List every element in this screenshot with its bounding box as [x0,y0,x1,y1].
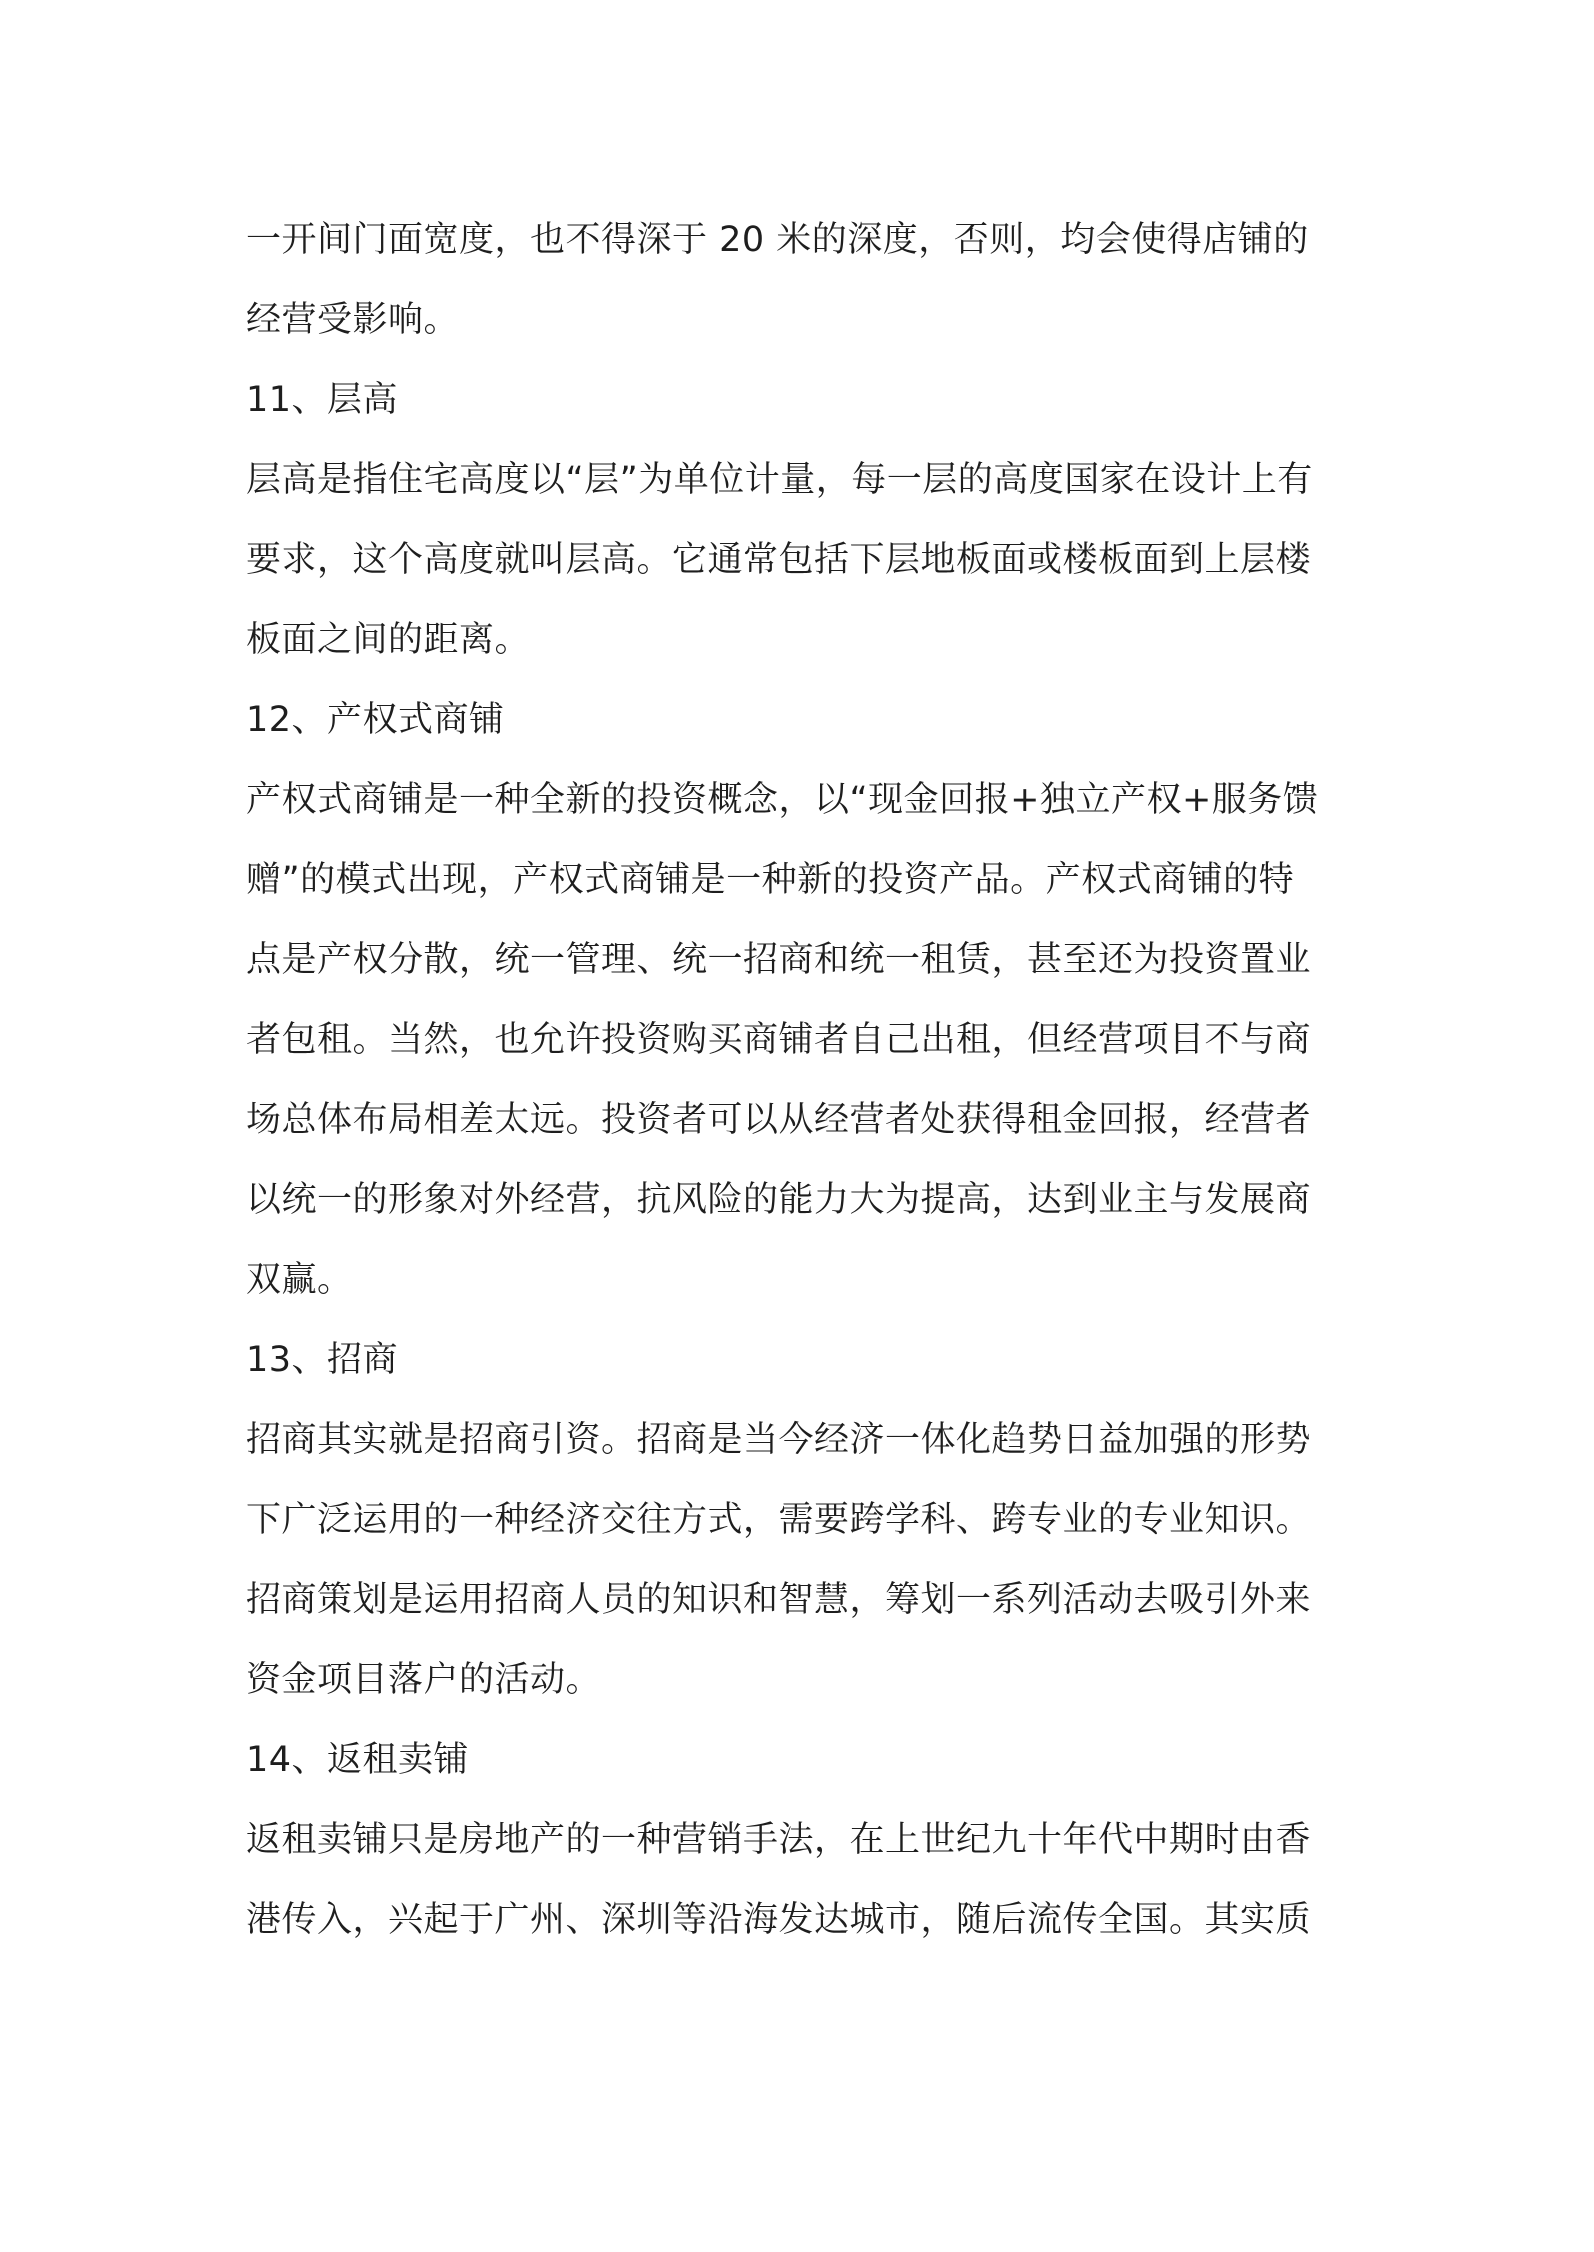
text-line: 以统一的形象对外经营，抗风险的能力大为提高，达到业主与发展商 [246,1180,1312,1220]
text-line: 产权式商铺是一种全新的投资概念，以“现金回报+独立产权+服务馈 [246,780,1319,820]
section-heading-11: 11、层高 [246,380,399,420]
text-line: 经营受影响。 [246,300,460,340]
document-page [246,200,1356,1960]
text-line: 资金项目落户的活动。 [246,1660,602,1700]
text-line: 层高是指住宅高度以“层”为单位计量，每一层的高度国家在设计上有 [246,460,1313,500]
paragraph-investment-attraction [246,1400,1356,1720]
text-line: 返租卖铺只是房地产的一种营销手法，在上世纪九十年代中期时由香 [246,1820,1312,1860]
paragraph-storefront-depth [246,200,1356,360]
paragraph-leaseback-sales [246,1800,1356,1960]
section-heading-13: 13、招商 [246,1340,399,1380]
text-line: 下广泛运用的一种经济交往方式，需要跨学科、跨专业的专业知识。 [246,1500,1312,1540]
text-line: 要求，这个高度就叫层高。它通常包括下层地板面或楼板面到上层楼 [246,540,1312,580]
paragraph-floor-height [246,440,1356,680]
text-line: 者包租。当然，也允许投资购买商铺者自己出租，但经营项目不与商 [246,1020,1312,1060]
text-line: 招商策划是运用招商人员的知识和智慧，筹划一系列活动去吸引外来 [246,1580,1312,1620]
text-line: 赠”的模式出现，产权式商铺是一种新的投资产品。产权式商铺的特 [246,860,1295,900]
section-heading-12: 12、产权式商铺 [246,700,505,740]
text-line: 招商其实就是招商引资。招商是当今经济一体化趋势日益加强的形势 [246,1420,1312,1460]
text-line: 双赢。 [246,1260,353,1300]
section-heading-14: 14、返租卖铺 [246,1740,470,1780]
text-line: 港传入，兴起于广州、深圳等沿海发达城市，随后流传全国。其实质 [246,1900,1312,1940]
text-line: 一开间门面宽度，也不得深于 20 米的深度，否则，均会使得店铺的 [246,220,1309,260]
text-line: 场总体布局相差太远。投资者可以从经营者处获得租金回报，经营者 [246,1100,1312,1140]
text-line: 点是产权分散，统一管理、统一招商和统一租赁，甚至还为投资置业 [246,940,1312,980]
text-line: 板面之间的距离。 [246,620,531,660]
paragraph-property-shops [246,760,1356,1320]
